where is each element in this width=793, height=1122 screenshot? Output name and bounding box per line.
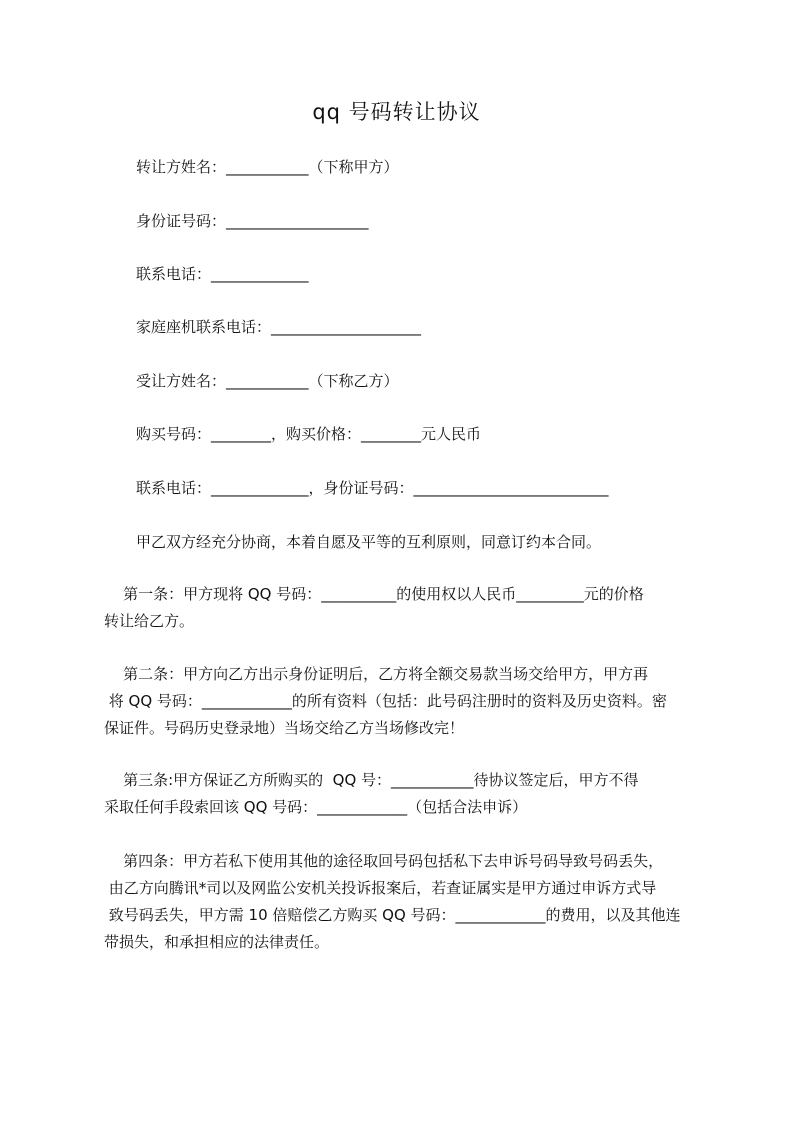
intro-paragraph: 甲乙双方经充分协商，本着自愿及平等的互利原则，同意订约本合同。 — [136, 533, 602, 551]
clause-1-line: 第一条：甲方现将 QQ 号码：__________的使用权以人民币_________元的价格 — [104, 585, 644, 603]
transferor-name-field: 转让方姓名：___________（下称甲方） — [136, 158, 399, 176]
clause-4-line: 由乙方向腾讯*司以及网监公安机关投诉报案后，若查证属实是甲方通过申诉方式导 — [104, 879, 657, 897]
clause-3-line: 第三条:甲方保证乙方所购买的 QQ 号：___________待协议签定后，甲方不得 — [104, 771, 639, 789]
clause-2 — [104, 661, 702, 742]
clause-4-line: 致号码丢失，甲方需 10 倍赔偿乙方购买 QQ 号码：____________的费用，以及其他连 — [104, 906, 681, 924]
purchase-number-price-field: 购买号码：________，购买价格：________元人民币 — [136, 425, 482, 443]
transferee-phone-id-field: 联系电话：_____________，身份证号码：__________________________ — [136, 479, 609, 497]
clause-4-line: 带损失，和承担相应的法律责任。 — [104, 933, 330, 951]
clause-2-line: 保证件。号码历史登录地）当场交给乙方当场修改完！ — [104, 719, 465, 737]
clause-4-line: 第四条：甲方若私下使用其他的途径取回号码包括私下去申诉号码导致号码丢失， — [104, 852, 664, 870]
home-landline-field: 家庭座机联系电话：____________________ — [136, 318, 422, 336]
clause-3 — [104, 767, 702, 821]
transferor-phone-field: 联系电话：_____________ — [136, 265, 309, 283]
clause-1 — [104, 581, 702, 635]
clause-1-line: 转让给乙方。 — [104, 612, 195, 630]
document-title: qq 号码转让协议 — [312, 100, 481, 124]
clause-2-line: 将 QQ 号码：____________的所有资料（包括：此号码注册时的资料及历史资料。密 — [104, 692, 667, 710]
clause-4 — [104, 848, 702, 956]
clause-3-line: 采取任何手段索回该 QQ 号码：____________（包括合法申诉） — [104, 798, 528, 816]
transferee-name-field: 受让方姓名：___________（下称乙方） — [136, 372, 399, 390]
transferor-id-field: 身份证号码：___________________ — [136, 212, 369, 230]
clause-2-line: 第二条：甲方向乙方出示身份证明后，乙方将全额交易款当场交给甲方，甲方再 — [104, 665, 649, 683]
